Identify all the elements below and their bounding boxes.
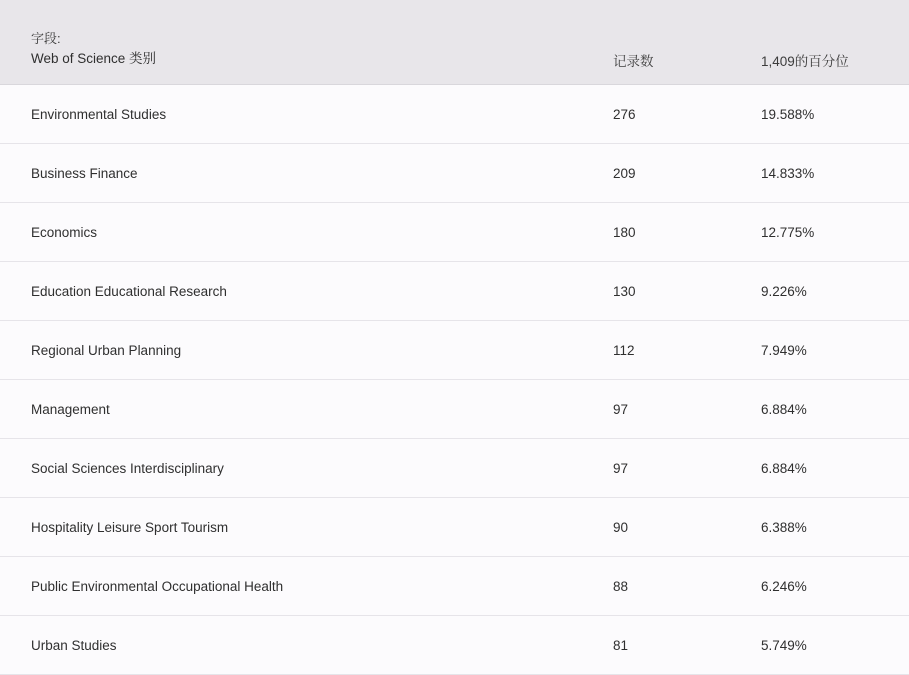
table-row[interactable] xyxy=(0,616,909,675)
cell-records: 276 xyxy=(605,85,755,144)
table-row[interactable] xyxy=(0,203,909,262)
cell-category[interactable]: Economics xyxy=(0,203,605,262)
cell-percent: 6.884% xyxy=(755,439,909,498)
cell-records: 130 xyxy=(605,262,755,321)
column-header-field xyxy=(0,0,605,85)
table-header xyxy=(0,0,909,85)
cell-category[interactable]: Social Sciences Interdisciplinary xyxy=(0,439,605,498)
cell-records: 81 xyxy=(605,616,755,675)
table-row[interactable] xyxy=(0,557,909,616)
cell-records: 97 xyxy=(605,439,755,498)
cell-category[interactable]: Education Educational Research xyxy=(0,262,605,321)
cell-percent: 9.226% xyxy=(755,262,909,321)
column-header-records: 记录数 xyxy=(605,0,755,85)
field-name: Web of Science 类别 xyxy=(31,51,157,67)
table-row[interactable] xyxy=(0,144,909,203)
cell-category[interactable]: Regional Urban Planning xyxy=(0,321,605,380)
table-header-row xyxy=(0,0,909,85)
cell-records: 180 xyxy=(605,203,755,262)
cell-category[interactable]: Environmental Studies xyxy=(0,85,605,144)
table-row[interactable] xyxy=(0,262,909,321)
table-row[interactable] xyxy=(0,498,909,557)
cell-percent: 7.949% xyxy=(755,321,909,380)
cell-percent: 6.884% xyxy=(755,380,909,439)
cell-category[interactable]: Management xyxy=(0,380,605,439)
cell-category[interactable]: Urban Studies xyxy=(0,616,605,675)
cell-records: 209 xyxy=(605,144,755,203)
cell-percent: 12.775% xyxy=(755,203,909,262)
cell-category[interactable]: Business Finance xyxy=(0,144,605,203)
cell-percent: 14.833% xyxy=(755,144,909,203)
table-row[interactable] xyxy=(0,439,909,498)
cell-records: 112 xyxy=(605,321,755,380)
table-body xyxy=(0,85,909,675)
table-row[interactable] xyxy=(0,85,909,144)
field-label: 字段: xyxy=(31,30,61,46)
cell-percent: 19.588% xyxy=(755,85,909,144)
cell-records: 88 xyxy=(605,557,755,616)
table-row[interactable] xyxy=(0,380,909,439)
cell-percent: 5.749% xyxy=(755,616,909,675)
column-header-percent: 1,409的百分位 xyxy=(755,0,909,85)
cell-category[interactable]: Public Environmental Occupational Health xyxy=(0,557,605,616)
cell-records: 90 xyxy=(605,498,755,557)
cell-percent: 6.246% xyxy=(755,557,909,616)
cell-percent: 6.388% xyxy=(755,498,909,557)
cell-records: 97 xyxy=(605,380,755,439)
table-row[interactable] xyxy=(0,321,909,380)
cell-category[interactable]: Hospitality Leisure Sport Tourism xyxy=(0,498,605,557)
